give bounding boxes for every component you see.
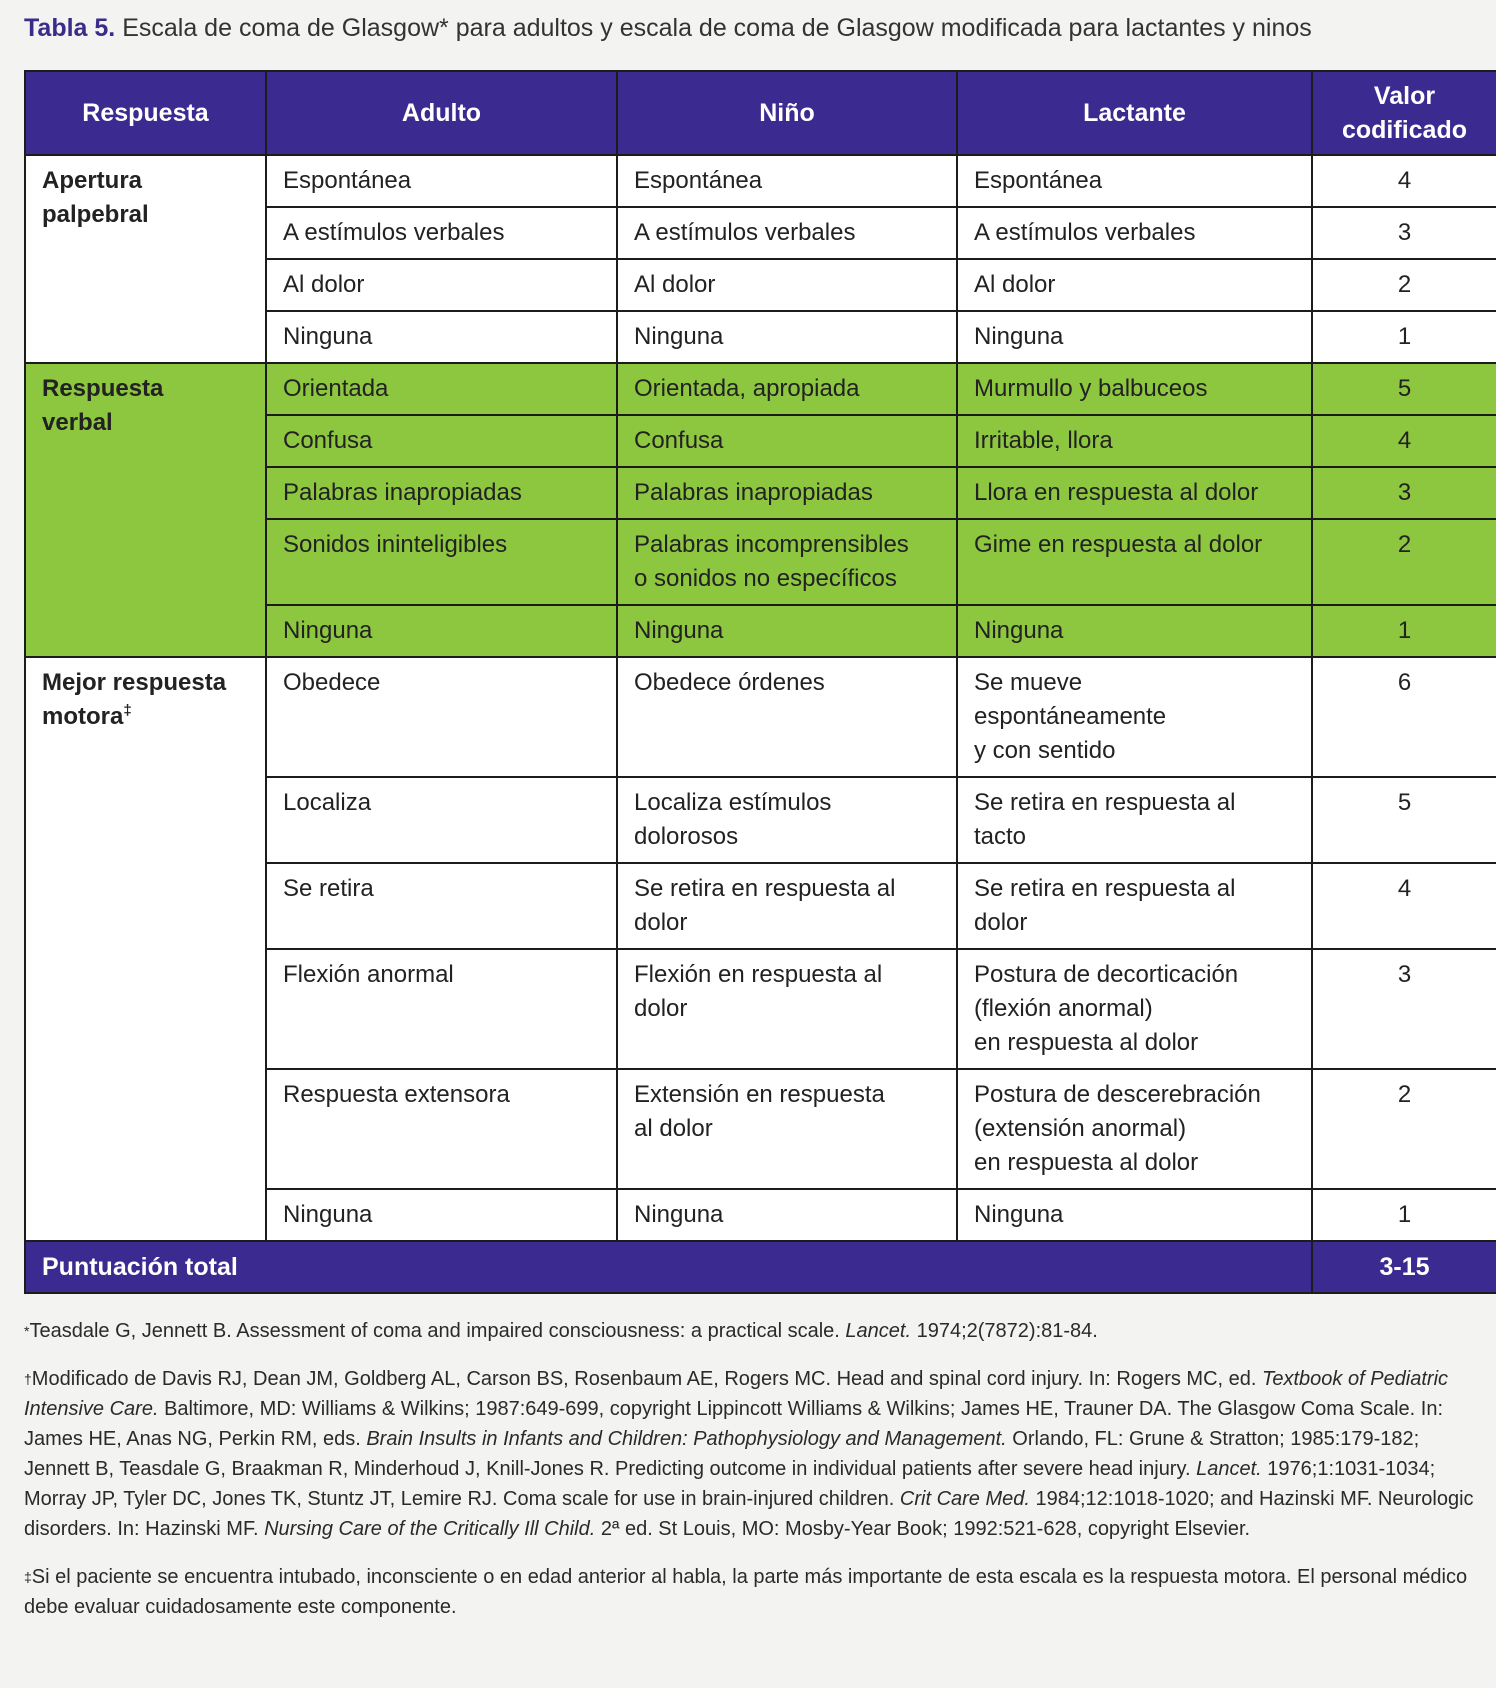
table-number: Tabla 5.: [24, 14, 116, 42]
cell-adulto: Flexión anormal: [266, 949, 617, 1069]
footnotes: [24, 1316, 1484, 1640]
header-valor-codificado: [1312, 71, 1496, 155]
cell-valor: 1: [1312, 1189, 1496, 1241]
cell-lactante: Postura de descerebración (extensión anormal) en respuesta al dolor: [957, 1069, 1312, 1189]
cell-adulto: Espontánea: [266, 155, 617, 207]
cell-lactante: Llora en respuesta al dolor: [957, 467, 1312, 519]
total-value: 3-15: [1312, 1241, 1496, 1293]
category-verbal-response: Respuesta verbal: [25, 363, 266, 657]
cell-adulto: Palabras inapropiadas: [266, 467, 617, 519]
category-motor-response: Mejor respuesta motora‡: [25, 657, 266, 1241]
cell-lactante: Ninguna: [957, 605, 1312, 657]
cell-nino: Ninguna: [617, 311, 957, 363]
cell-lactante: Espontánea: [957, 155, 1312, 207]
header-adulto: Adulto: [266, 71, 617, 155]
eye-opening-section: [25, 155, 1496, 363]
cell-nino: Palabras inapropiadas: [617, 467, 957, 519]
glasgow-coma-scale-table: [24, 70, 1496, 1294]
cell-adulto: Al dolor: [266, 259, 617, 311]
header-respuesta: Respuesta: [25, 71, 266, 155]
cell-lactante: Murmullo y balbuceos: [957, 363, 1312, 415]
cell-nino: Ninguna: [617, 1189, 957, 1241]
cell-nino: Flexión en respuesta al dolor: [617, 949, 957, 1069]
cell-valor: 2: [1312, 259, 1496, 311]
cell-adulto: Se retira: [266, 863, 617, 949]
cell-adulto: A estímulos verbales: [266, 207, 617, 259]
cell-adulto: Sonidos ininteligibles: [266, 519, 617, 605]
cell-lactante: Irritable, llora: [957, 415, 1312, 467]
header-valor-line2: codificado: [1341, 116, 1467, 144]
total-row: [25, 1241, 1496, 1293]
cell-nino: Ninguna: [617, 605, 957, 657]
cell-lactante: Se mueve espontáneamente y con sentido: [957, 657, 1312, 777]
cell-lactante: Al dolor: [957, 259, 1312, 311]
cell-lactante: Ninguna: [957, 311, 1312, 363]
cell-valor: 6: [1312, 657, 1496, 777]
cell-nino: Orientada, apropiada: [617, 363, 957, 415]
cell-nino: Obedece órdenes: [617, 657, 957, 777]
table-row: [25, 363, 1496, 415]
cell-valor: 4: [1312, 155, 1496, 207]
header-lactante: Lactante: [957, 71, 1312, 155]
cell-nino: Espontánea: [617, 155, 957, 207]
cell-valor: 5: [1312, 363, 1496, 415]
total-label: Puntuación total: [25, 1241, 1312, 1293]
cell-adulto: Localiza: [266, 777, 617, 863]
cell-valor: 1: [1312, 311, 1496, 363]
cell-nino: Extensión en respuesta al dolor: [617, 1069, 957, 1189]
cell-nino: Se retira en respuesta al dolor: [617, 863, 957, 949]
table-row: [25, 657, 1496, 777]
cell-valor: 5: [1312, 777, 1496, 863]
cell-adulto: Respuesta extensora: [266, 1069, 617, 1189]
cell-valor: 1: [1312, 605, 1496, 657]
cell-adulto: Orientada: [266, 363, 617, 415]
table-row: [25, 155, 1496, 207]
cell-lactante: Gime en respuesta al dolor: [957, 519, 1312, 605]
cell-valor: 2: [1312, 519, 1496, 605]
category-eye-opening: Apertura palpebral: [25, 155, 266, 363]
cell-valor: 3: [1312, 207, 1496, 259]
cell-valor: 4: [1312, 415, 1496, 467]
footnote-3: ‡Si el paciente se encuentra intubado, inconsciente o en edad anterior al habla, la parte más importante de esta escala es la respuesta motora. El personal médico debe evaluar cuidadosamente este componente.: [24, 1566, 1468, 1618]
cell-valor: 3: [1312, 949, 1496, 1069]
header-nino: Niño: [617, 71, 957, 155]
cell-adulto: Ninguna: [266, 605, 617, 657]
verbal-response-section: [25, 363, 1496, 657]
cell-nino: Confusa: [617, 415, 957, 467]
cell-lactante: A estímulos verbales: [957, 207, 1312, 259]
table-title: [24, 14, 1312, 43]
cell-lactante: Se retira en respuesta al dolor: [957, 863, 1312, 949]
cell-valor: 4: [1312, 863, 1496, 949]
cell-adulto: Ninguna: [266, 1189, 617, 1241]
cell-nino: Localiza estímulos dolorosos: [617, 777, 957, 863]
table-caption: Escala de coma de Glasgow* para adultos y escala de coma de Glasgow modificada para lactantes y ninos: [122, 14, 1312, 42]
cell-valor: 2: [1312, 1069, 1496, 1189]
header-valor-line1: Valor: [1373, 82, 1436, 110]
cell-lactante: Se retira en respuesta al tacto: [957, 777, 1312, 863]
cell-nino: A estímulos verbales: [617, 207, 957, 259]
footnote-1: *Teasdale G, Jennett B. Assessment of coma and impaired consciousness: a practical scale. Lancet. 1974;2(7872):81-84.: [24, 1320, 1098, 1342]
footnote-mark: ‡: [123, 702, 132, 719]
total-section: [25, 1241, 1496, 1293]
cell-valor: 3: [1312, 467, 1496, 519]
cell-adulto: Ninguna: [266, 311, 617, 363]
cell-adulto: Obedece: [266, 657, 617, 777]
footnote-2: †Modificado de Davis RJ, Dean JM, Goldberg AL, Carson BS, Rosenbaum AE, Rogers MC. Head and spinal cord injury. In: Rogers MC, ed. Textbook of Pediatric Intensive Care. Baltimore, MD: Williams & Wilkins; 1987:649-699, copyright Lippincott Williams & Wilkins; James HE, Trauner DA. The Glasgow Coma Scale. In: James HE, Anas NG, Perkin RM, eds. Brain Insults in Infants and Children: Pathophysiology and Management. Orlando, FL: Grune & Stratton; 1985:179-182; Jennett B, Teasdale G, Braakman R, Minderhoud J, Knill-Jones R. Predicting outcome in individual patients after severe head injury. Lancet. 1976;1:1031-1034; Morray JP, Tyler DC, Jones TK, Stuntz JT, Lemire RJ. Coma scale for use in brain-injured children. Crit Care Med. 1984;12:1018-1020; and Hazinski MF. Neurologic disorders. In: Hazinski MF. Nursing Care of the Critically Ill Child. 2ª ed. St Louis, MO: Mosby-Year Book; 1992:521-628, copyright Elsevier.: [24, 1368, 1474, 1540]
cell-lactante: Ninguna: [957, 1189, 1312, 1241]
cell-nino: Al dolor: [617, 259, 957, 311]
cell-adulto: Confusa: [266, 415, 617, 467]
cell-nino: Palabras incomprensibles o sonidos no específicos: [617, 519, 957, 605]
cell-lactante: Postura de decorticación (flexión anormal) en respuesta al dolor: [957, 949, 1312, 1069]
header-row: [25, 71, 1496, 155]
motor-response-section: [25, 657, 1496, 1241]
